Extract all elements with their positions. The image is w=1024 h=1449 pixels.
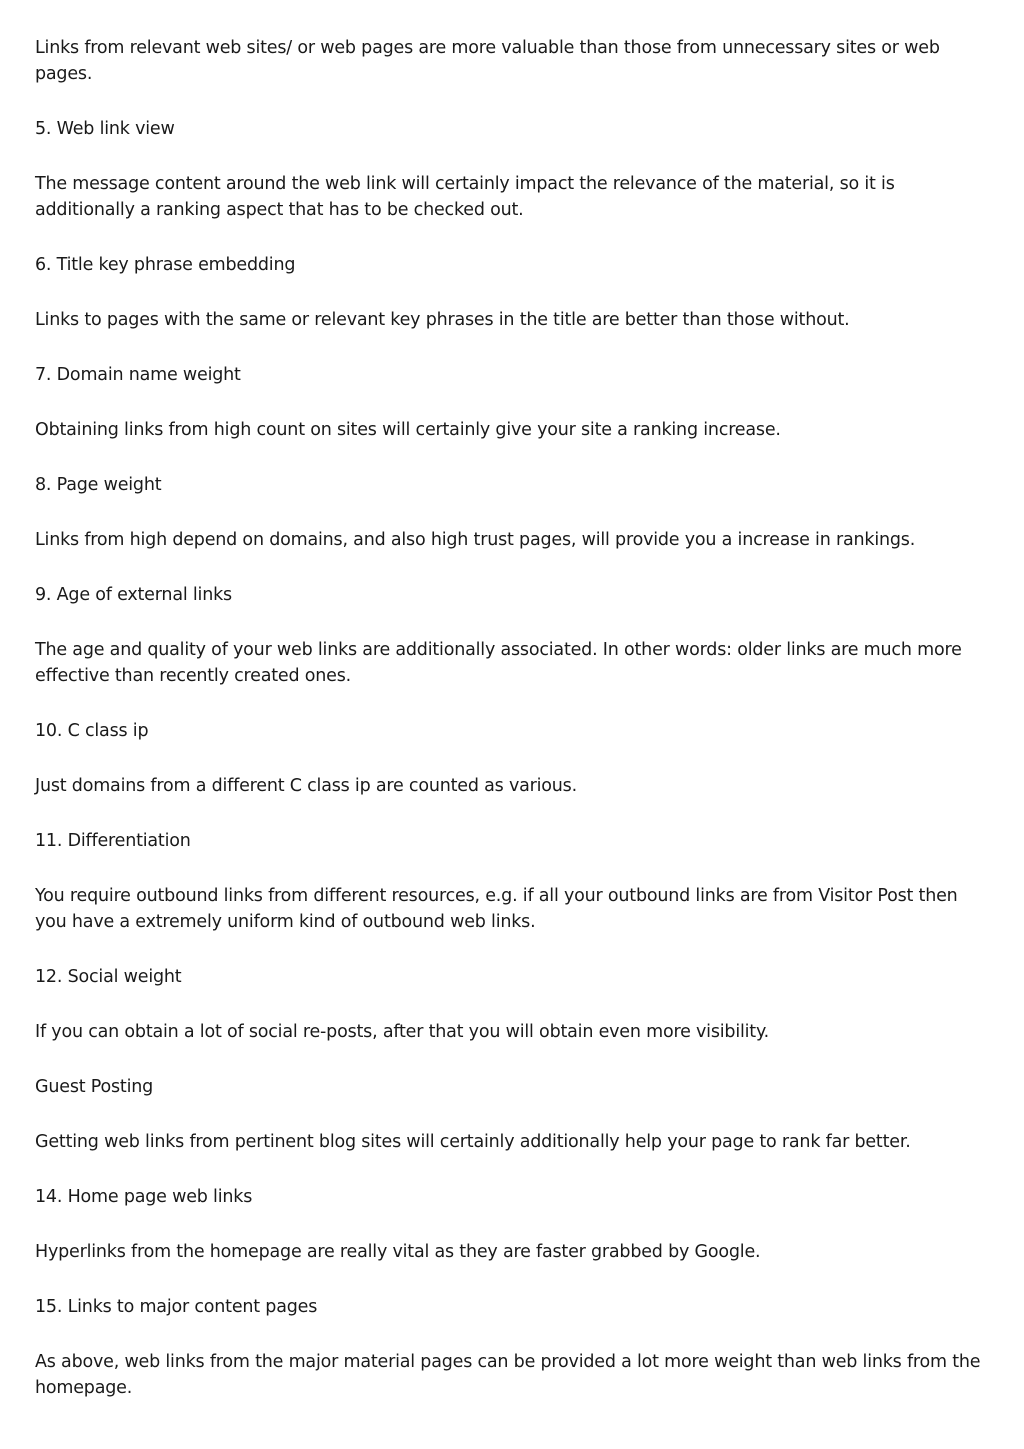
paragraph: Getting web links from pertinent blog sites will certainly additionally help your page to rank far better. xyxy=(35,1132,911,1152)
paragraph: Obtaining links from high count on sites will certainly give your site a ranking increase. xyxy=(35,420,781,440)
section-heading: 15. Links to major content pages xyxy=(35,1297,318,1317)
section-heading: 11. Differentiation xyxy=(35,831,191,851)
paragraph: Links from high depend on domains, and also high trust pages, will provide you a increase in rankings. xyxy=(35,530,916,550)
paragraph: The age and quality of your web links are additionally associated. In other words: older links are much more effective than recently created ones. xyxy=(35,640,962,686)
section-heading: 7. Domain name weight xyxy=(35,365,241,385)
section-heading: 10. C class ip xyxy=(35,721,149,741)
paragraph: You require outbound links from different resources, e.g. if all your outbound links are from Visitor Post then you have a extremely uniform kind of outbound web links. xyxy=(35,886,958,932)
section-heading: 12. Social weight xyxy=(35,967,182,987)
paragraph: Links to pages with the same or relevant key phrases in the title are better than those without. xyxy=(35,310,850,330)
section-heading: 8. Page weight xyxy=(35,475,162,495)
paragraph: If you can obtain a lot of social re-posts, after that you will obtain even more visibility. xyxy=(35,1022,769,1042)
document-body xyxy=(35,35,990,1430)
paragraph: Links from relevant web sites/ or web pages are more valuable than those from unnecessary sites or web pages. xyxy=(35,38,940,84)
paragraph: The message content around the web link will certainly impact the relevance of the material, so it is additionally a ranking aspect that has to be checked out. xyxy=(35,174,895,220)
paragraph: Hyperlinks from the homepage are really vital as they are faster grabbed by Google. xyxy=(35,1242,761,1262)
paragraph: As above, web links from the major material pages can be provided a lot more weight than web links from the homepage. xyxy=(35,1352,981,1398)
section-heading: 6. Title key phrase embedding xyxy=(35,255,296,275)
section-heading: 5. Web link view xyxy=(35,119,175,139)
section-heading: 14. Home page web links xyxy=(35,1187,253,1207)
section-heading: 9. Age of external links xyxy=(35,585,232,605)
section-heading: Guest Posting xyxy=(35,1077,154,1097)
paragraph: Just domains from a different C class ip are counted as various. xyxy=(35,776,577,796)
